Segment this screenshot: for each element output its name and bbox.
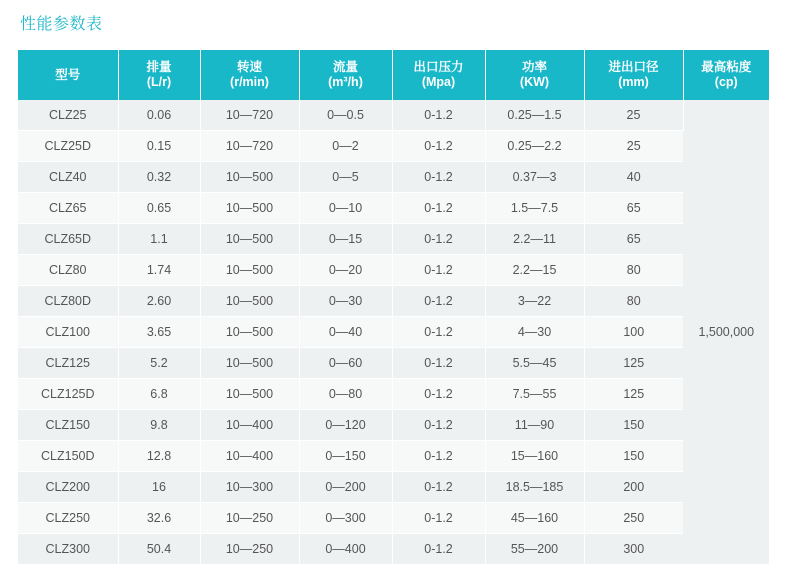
cell-diameter: 100 (584, 317, 683, 348)
column-header-power (485, 50, 584, 100)
cell-outlet-pressure: 0-1.2 (392, 131, 485, 162)
column-header-displacement-line2: (L/r) (146, 75, 172, 89)
cell-max-viscosity: 1,500,000 (683, 100, 769, 565)
cell-diameter: 300 (584, 534, 683, 565)
column-header-outlet-pressure (392, 50, 485, 100)
cell-model: CLZ150D (18, 441, 118, 472)
table-body (18, 100, 769, 565)
cell-power: 5.5—45 (485, 348, 584, 379)
cell-model: CLZ80D (18, 286, 118, 317)
cell-outlet-pressure: 0-1.2 (392, 472, 485, 503)
cell-displacement: 0.15 (118, 131, 200, 162)
cell-flow: 0—15 (299, 224, 392, 255)
cell-flow: 0—80 (299, 379, 392, 410)
cell-outlet-pressure: 0-1.2 (392, 286, 485, 317)
table-row (18, 472, 769, 503)
cell-displacement: 50.4 (118, 534, 200, 565)
cell-model: CLZ80 (18, 255, 118, 286)
cell-power: 1.5—7.5 (485, 193, 584, 224)
table-row (18, 162, 769, 193)
cell-flow: 0—5 (299, 162, 392, 193)
cell-power: 0.25—1.5 (485, 100, 584, 131)
column-header-viscosity-line2: (cp) (714, 75, 738, 89)
cell-power: 0.37—3 (485, 162, 584, 193)
cell-model: CLZ65 (18, 193, 118, 224)
column-header-diameter (584, 50, 683, 100)
table-header (18, 50, 769, 100)
cell-displacement: 1.1 (118, 224, 200, 255)
cell-model: CLZ300 (18, 534, 118, 565)
column-header-displacement-line1: 排量 (146, 60, 172, 74)
cell-flow: 0—2 (299, 131, 392, 162)
cell-outlet-pressure: 0-1.2 (392, 348, 485, 379)
cell-model: CLZ125D (18, 379, 118, 410)
column-header-diameter-line2: (mm) (618, 75, 649, 89)
cell-speed: 10—500 (200, 224, 299, 255)
column-header-diameter-line1: 进出口径 (608, 60, 659, 74)
cell-flow: 0—40 (299, 317, 392, 348)
cell-outlet-pressure: 0-1.2 (392, 162, 485, 193)
cell-displacement: 12.8 (118, 441, 200, 472)
cell-power: 7.5—55 (485, 379, 584, 410)
table-row (18, 224, 769, 255)
column-header-model (18, 50, 118, 100)
cell-flow: 0—20 (299, 255, 392, 286)
cell-diameter: 25 (584, 100, 683, 131)
cell-power: 15—160 (485, 441, 584, 472)
table-row (18, 286, 769, 317)
cell-power: 3—22 (485, 286, 584, 317)
cell-model: CLZ250 (18, 503, 118, 534)
cell-speed: 10—720 (200, 131, 299, 162)
cell-model: CLZ100 (18, 317, 118, 348)
column-header-model-line1: 型号 (55, 67, 81, 82)
cell-speed: 10—250 (200, 534, 299, 565)
cell-outlet-pressure: 0-1.2 (392, 534, 485, 565)
cell-diameter: 200 (584, 472, 683, 503)
cell-speed: 10—500 (200, 255, 299, 286)
cell-speed: 10—500 (200, 317, 299, 348)
cell-outlet-pressure: 0-1.2 (392, 441, 485, 472)
cell-model: CLZ40 (18, 162, 118, 193)
table-row (18, 503, 769, 534)
cell-model: CLZ150 (18, 410, 118, 441)
cell-flow: 0—10 (299, 193, 392, 224)
column-header-speed (200, 50, 299, 100)
cell-speed: 10—500 (200, 379, 299, 410)
cell-displacement: 5.2 (118, 348, 200, 379)
cell-displacement: 1.74 (118, 255, 200, 286)
cell-diameter: 80 (584, 286, 683, 317)
cell-model: CLZ25 (18, 100, 118, 131)
cell-outlet-pressure: 0-1.2 (392, 379, 485, 410)
cell-model: CLZ25D (18, 131, 118, 162)
cell-flow: 0—400 (299, 534, 392, 565)
cell-power: 18.5—185 (485, 472, 584, 503)
cell-outlet-pressure: 0-1.2 (392, 410, 485, 441)
cell-diameter: 40 (584, 162, 683, 193)
cell-displacement: 16 (118, 472, 200, 503)
table-row (18, 348, 769, 379)
table-row (18, 255, 769, 286)
cell-displacement: 3.65 (118, 317, 200, 348)
cell-speed: 10—400 (200, 410, 299, 441)
column-header-power-line2: (KW) (519, 75, 550, 89)
column-header-viscosity-line1: 最高粘度 (701, 60, 752, 74)
cell-model: CLZ65D (18, 224, 118, 255)
cell-displacement: 2.60 (118, 286, 200, 317)
cell-displacement: 32.6 (118, 503, 200, 534)
table-row (18, 100, 769, 131)
performance-parameters-table (18, 50, 769, 565)
cell-displacement: 6.8 (118, 379, 200, 410)
cell-diameter: 65 (584, 193, 683, 224)
cell-power: 2.2—15 (485, 255, 584, 286)
cell-speed: 10—400 (200, 441, 299, 472)
cell-flow: 0—300 (299, 503, 392, 534)
cell-speed: 10—300 (200, 472, 299, 503)
column-header-flow (299, 50, 392, 100)
column-header-speed-line1: 转速 (236, 60, 262, 74)
cell-outlet-pressure: 0-1.2 (392, 503, 485, 534)
column-header-flow-line2: (m³/h) (328, 75, 363, 89)
table-row (18, 131, 769, 162)
page-title: 性能参数表 (20, 16, 103, 33)
cell-diameter: 150 (584, 441, 683, 472)
cell-speed: 10—720 (200, 100, 299, 131)
cell-speed: 10—500 (200, 162, 299, 193)
cell-model: CLZ125 (18, 348, 118, 379)
cell-displacement: 0.32 (118, 162, 200, 193)
table-row (18, 441, 769, 472)
column-header-outlet-pressure-line2: (Mpa) (421, 75, 456, 89)
table-row (18, 193, 769, 224)
cell-outlet-pressure: 0-1.2 (392, 224, 485, 255)
cell-speed: 10—500 (200, 348, 299, 379)
cell-diameter: 125 (584, 379, 683, 410)
cell-outlet-pressure: 0-1.2 (392, 255, 485, 286)
column-header-power-line1: 功率 (521, 60, 547, 74)
cell-flow: 0—200 (299, 472, 392, 503)
cell-flow: 0—30 (299, 286, 392, 317)
cell-power: 2.2—11 (485, 224, 584, 255)
cell-displacement: 0.06 (118, 100, 200, 131)
cell-outlet-pressure: 0-1.2 (392, 317, 485, 348)
cell-speed: 10—250 (200, 503, 299, 534)
cell-model: CLZ200 (18, 472, 118, 503)
cell-power: 55—200 (485, 534, 584, 565)
cell-flow: 0—120 (299, 410, 392, 441)
cell-diameter: 65 (584, 224, 683, 255)
column-header-flow-line1: 流量 (332, 60, 358, 74)
cell-power: 0.25—2.2 (485, 131, 584, 162)
cell-power: 45—160 (485, 503, 584, 534)
cell-power: 11—90 (485, 410, 584, 441)
cell-diameter: 150 (584, 410, 683, 441)
table-row (18, 379, 769, 410)
cell-displacement: 0.65 (118, 193, 200, 224)
cell-diameter: 125 (584, 348, 683, 379)
cell-flow: 0—150 (299, 441, 392, 472)
cell-diameter: 25 (584, 131, 683, 162)
cell-outlet-pressure: 0-1.2 (392, 100, 485, 131)
cell-flow: 0—0.5 (299, 100, 392, 131)
cell-diameter: 250 (584, 503, 683, 534)
table-row (18, 534, 769, 565)
table-row (18, 410, 769, 441)
cell-speed: 10—500 (200, 193, 299, 224)
cell-flow: 0—60 (299, 348, 392, 379)
cell-displacement: 9.8 (118, 410, 200, 441)
table-row (18, 317, 769, 348)
cell-outlet-pressure: 0-1.2 (392, 193, 485, 224)
column-header-displacement (118, 50, 200, 100)
column-header-speed-line2: (r/min) (230, 75, 269, 89)
table-header-row (18, 50, 769, 100)
column-header-outlet-pressure-line1: 出口压力 (413, 60, 464, 74)
cell-diameter: 80 (584, 255, 683, 286)
cell-speed: 10—500 (200, 286, 299, 317)
column-header-viscosity (683, 50, 769, 100)
cell-power: 4—30 (485, 317, 584, 348)
